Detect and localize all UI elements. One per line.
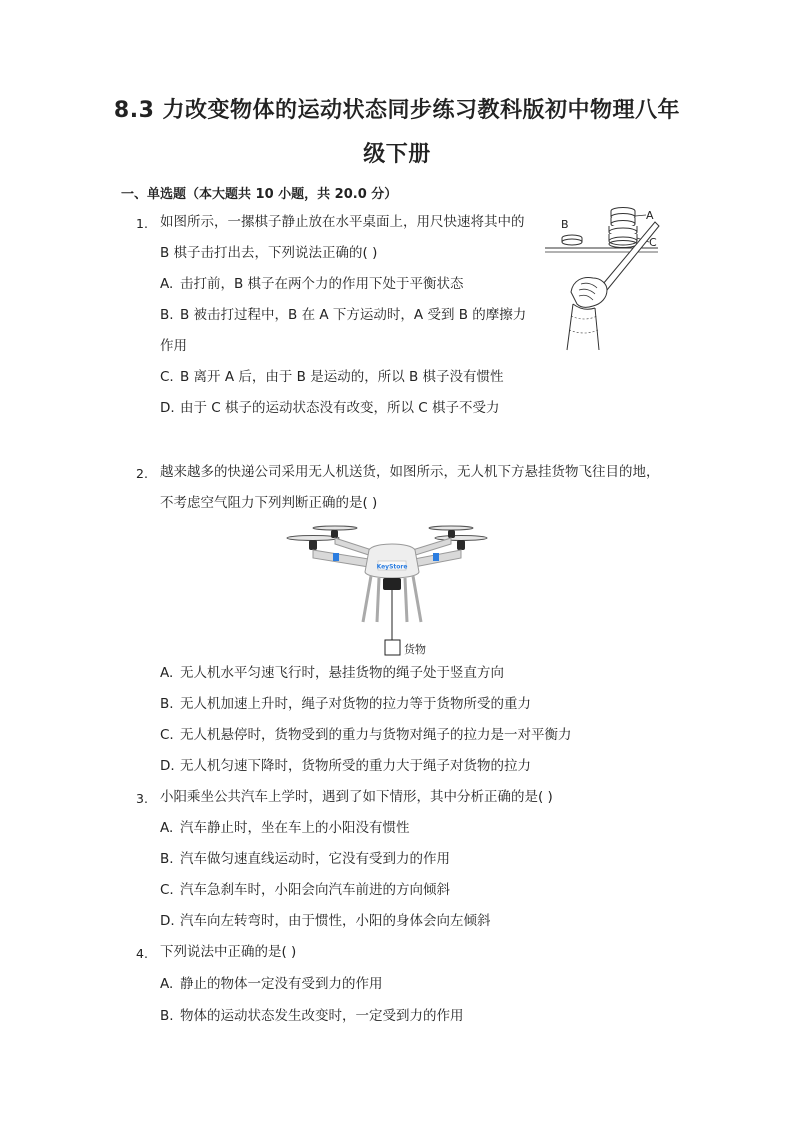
option-text: 汽车静止时，坐在车上的小阳没有惯性 <box>180 820 410 836</box>
option-text: 无人机加速上升时，绳子对货物的拉力等于货物所受的重力 <box>180 696 531 712</box>
question-number: 4. <box>136 946 148 961</box>
option-text: 汽车向左转弯时，由于惯性，小阳的身体会向左倾斜 <box>180 913 491 929</box>
question-stem-line: 不考虑空气阻力下列判断正确的是( ) <box>160 495 378 511</box>
option-text: 无人机水平匀速飞行时，悬挂货物的绳子处于竖直方向 <box>180 665 504 681</box>
option-letter: A. <box>160 665 174 681</box>
page-title-line-1: 8.3 力改变物体的运动状态同步练习教科版初中物理八年 <box>113 98 681 123</box>
brand-label: KeyStore <box>376 563 408 571</box>
question-number: 2. <box>136 466 148 481</box>
cargo-label: 货物 <box>404 643 426 656</box>
option-letter: B. <box>160 851 174 867</box>
gimbal <box>383 578 401 590</box>
option-letter: B. <box>160 696 174 712</box>
option-letter: A. <box>160 820 174 836</box>
option-b[interactable] <box>160 695 531 713</box>
drone-figure <box>283 516 511 660</box>
option-d[interactable] <box>160 757 531 775</box>
option-letter: B. <box>160 307 174 323</box>
option-letter: B. <box>160 1008 174 1024</box>
question-stem-line: 下列说法中正确的是( ) <box>160 944 297 960</box>
option-c[interactable] <box>160 726 572 744</box>
option-letter: A. <box>160 276 174 292</box>
option-letter: C. <box>160 882 174 898</box>
section-heading: 一、单选题（本大题共 10 小题，共 20.0 分） <box>121 187 398 202</box>
option-b-continued: 作用 <box>160 338 187 354</box>
option-a[interactable] <box>160 664 504 682</box>
question-number: 1. <box>136 216 148 231</box>
option-a[interactable] <box>160 975 383 993</box>
label-c: C <box>649 236 657 249</box>
question-stem-line: 小阳乘坐公共汽车上学时，遇到了如下情形，其中分析正确的是( ) <box>160 789 553 805</box>
question-stem-line: B 棋子击打出去，下列说法正确的( ) <box>160 245 378 261</box>
option-c[interactable] <box>160 368 504 386</box>
option-d[interactable] <box>160 399 500 417</box>
page-title-line-2: 级下册 <box>363 142 431 167</box>
piece-b <box>562 235 582 245</box>
piece-stack <box>609 208 637 248</box>
question-number: 3. <box>136 791 148 806</box>
option-letter: C. <box>160 369 174 385</box>
option-text: B 被击打过程中，B 在 A 下方运动时，A 受到 B 的摩擦力 <box>180 307 527 323</box>
sleeve <box>567 304 599 350</box>
option-text: 由于 C 棋子的运动状态没有改变，所以 C 棋子不受力 <box>180 400 500 416</box>
option-letter: C. <box>160 727 174 743</box>
cargo-box <box>385 640 400 655</box>
hand <box>571 278 607 308</box>
option-text: 无人机悬停时，货物受到的重力与货物对绳子的拉力是一对平衡力 <box>180 727 572 743</box>
option-text: 击打前，B 棋子在两个力的作用下处于平衡状态 <box>180 276 464 292</box>
option-b[interactable] <box>160 850 450 868</box>
option-a[interactable] <box>160 275 464 293</box>
option-text: 无人机匀速下降时，货物所受的重力大于绳子对货物的拉力 <box>180 758 531 774</box>
option-text: 汽车做匀速直线运动时，它没有受到力的作用 <box>180 851 450 867</box>
question-stem-line: 越来越多的快递公司采用无人机送货，如图所示，无人机下方悬挂货物飞往目的地， <box>160 464 660 480</box>
chess-pieces-figure <box>543 204 663 352</box>
option-b[interactable] <box>160 306 526 324</box>
option-letter: D. <box>160 758 175 774</box>
option-letter: D. <box>160 400 175 416</box>
option-letter: A. <box>160 976 174 992</box>
option-text: 静止的物体一定没有受到力的作用 <box>180 976 383 992</box>
option-letter: D. <box>160 913 175 929</box>
option-c[interactable] <box>160 881 450 899</box>
option-text: 汽车急刹车时，小阳会向汽车前进的方向倾斜 <box>180 882 450 898</box>
question-stem-line: 如图所示，一摞棋子静止放在水平桌面上，用尺快速将其中的 <box>160 214 525 230</box>
option-a[interactable] <box>160 819 410 837</box>
propellers <box>287 526 487 541</box>
label-b: B <box>561 218 569 231</box>
option-text: B 离开 A 后，由于 B 是运动的，所以 B 棋子没有惯性 <box>180 369 504 385</box>
option-d[interactable] <box>160 912 491 930</box>
option-b[interactable] <box>160 1007 464 1025</box>
label-a: A <box>646 209 654 222</box>
option-text: 物体的运动状态发生改变时，一定受到力的作用 <box>180 1008 464 1024</box>
